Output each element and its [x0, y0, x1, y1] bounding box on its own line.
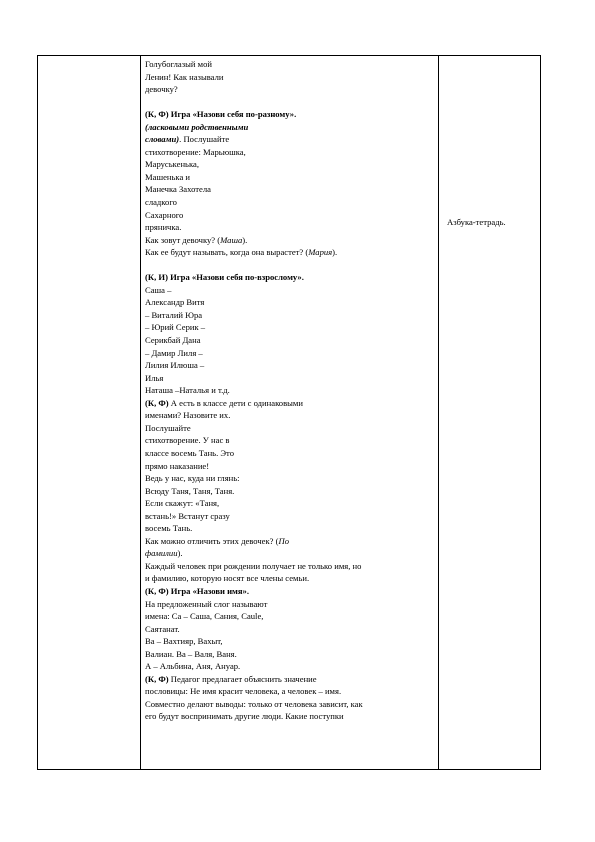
- text-segment: словами): [145, 134, 180, 145]
- text-line: [145, 572, 437, 585]
- table-top-border: [37, 55, 541, 56]
- text-line: [145, 121, 437, 134]
- text-segment: Ленин! Как называли: [145, 71, 224, 82]
- text-segment: – Юрий Серик –: [145, 322, 206, 333]
- text-line: [145, 522, 437, 535]
- text-segment: Голубоглазый мой: [145, 59, 212, 69]
- text-segment: стихотворение. У нас в: [145, 435, 230, 446]
- text-line: [145, 196, 437, 209]
- text-segment: Наташа –Наталья и т.д.: [145, 385, 230, 396]
- text-line: [145, 685, 437, 698]
- blank-line: [145, 96, 437, 109]
- text-line: [145, 108, 437, 121]
- text-line: [145, 221, 437, 234]
- text-line: [145, 309, 437, 322]
- text-segment: Каждый человек при рождении получает не только имя, но: [145, 560, 362, 571]
- text-segment: Саша –: [145, 284, 172, 295]
- text-line: [145, 635, 437, 648]
- text-line: [145, 447, 437, 460]
- text-segment: – Дамир Лиля –: [145, 347, 203, 358]
- text-segment: встань!» Встанут сразу: [145, 510, 230, 521]
- text-segment: (К, Ф): [145, 673, 171, 684]
- text-segment: (ласковыми родственными: [145, 121, 249, 132]
- text-segment: Маша: [220, 234, 243, 245]
- text-line: [145, 698, 437, 711]
- text-line: [145, 397, 437, 410]
- lesson-content-cell: [145, 58, 437, 723]
- text-line: [145, 535, 437, 548]
- text-segment: Как ее будут называть, когда она вырастет? (: [145, 247, 309, 258]
- text-segment: Если скажут: «Таня,: [145, 498, 220, 509]
- text-segment: А – Альбина, Аня, Ануар.: [145, 661, 241, 672]
- text-line: [145, 271, 437, 284]
- text-segment: ).: [332, 247, 338, 258]
- text-segment: Послушайте: [145, 422, 191, 433]
- table-left-border: [37, 55, 38, 770]
- text-line: [145, 585, 437, 598]
- text-line: [145, 183, 437, 196]
- text-line: [145, 83, 437, 96]
- text-line: [145, 673, 437, 686]
- text-line: [145, 623, 437, 636]
- text-line: [145, 171, 437, 184]
- text-line: [145, 460, 437, 473]
- text-line: [145, 58, 437, 71]
- text-segment: Педагог предлагает объяснить значение: [170, 673, 317, 684]
- text-segment: и фамилию, которую носят все члены семьи.: [145, 573, 310, 584]
- text-line: [145, 296, 437, 309]
- text-line: [145, 610, 437, 623]
- text-segment: фамилии: [145, 548, 178, 559]
- text-line: [145, 347, 437, 360]
- text-segment: (К, И) Игра «Назови себя по-взрослому».: [145, 272, 304, 283]
- text-segment: Илья: [145, 372, 164, 383]
- text-segment: девочку?: [145, 84, 178, 95]
- text-segment: Сахарного: [145, 209, 184, 220]
- text-segment: пряничка.: [145, 222, 182, 233]
- text-line: [145, 146, 437, 159]
- blank-line: [145, 259, 437, 272]
- text-line: [145, 485, 437, 498]
- text-segment: классе восемь Тань. Это: [145, 447, 235, 458]
- text-line: [145, 434, 437, 447]
- text-line: [145, 422, 437, 435]
- text-segment: (К, Ф) Игра «Назови имя».: [145, 585, 249, 596]
- text-line: [145, 372, 437, 385]
- text-segment: Валиан. Ва – Валя, Ваня.: [145, 648, 237, 659]
- text-segment: прямо наказание!: [145, 460, 210, 471]
- text-line: [145, 71, 437, 84]
- text-segment: Мария: [308, 247, 333, 258]
- text-segment: Лилия Илюша –: [145, 360, 205, 371]
- text-line: [145, 209, 437, 222]
- text-segment: восемь Тань.: [145, 523, 193, 534]
- text-segment: Ва – Вахтияр, Вахыт,: [145, 636, 223, 647]
- text-segment: Маруськенька,: [145, 159, 199, 170]
- text-segment: Серикбай Дана: [145, 335, 201, 346]
- text-segment: стихотворение: Марьюшка,: [145, 146, 246, 157]
- text-segment: Ведь у нас, куда ни глянь:: [145, 473, 240, 484]
- text-segment: Совместно делают выводы: только от человека зависит, как: [145, 698, 363, 709]
- text-segment: (К, Ф) Игра «Назови себя по-разному».: [145, 109, 297, 120]
- text-line: [145, 598, 437, 611]
- text-segment: Как можно отличить этих девочек? (: [145, 535, 279, 546]
- text-segment: На предложенный слог называют: [145, 598, 268, 609]
- text-line: [145, 497, 437, 510]
- text-segment: Манечка Захотела: [145, 184, 211, 195]
- text-segment: Как зовут девочку? (: [145, 234, 221, 245]
- text-line: [145, 547, 437, 560]
- text-line: [145, 234, 437, 247]
- resources-cell: Азбука-тетрадь.: [447, 217, 506, 227]
- text-segment: имена: Са – Саша, Сания, Саule,: [145, 611, 264, 622]
- text-segment: Александр Витя: [145, 297, 205, 308]
- text-line: [145, 359, 437, 372]
- text-line: [145, 560, 437, 573]
- text-segment: пословицы: Не имя красит человека, а человек – имя.: [145, 686, 342, 697]
- text-segment: (К, Ф): [145, 397, 171, 408]
- table-divider-1: [140, 55, 141, 770]
- text-line: [145, 334, 437, 347]
- text-line: [145, 133, 437, 146]
- text-segment: По: [278, 535, 290, 546]
- text-line: [145, 409, 437, 422]
- text-line: [145, 660, 437, 673]
- text-line: [145, 158, 437, 171]
- text-segment: ).: [177, 548, 183, 559]
- text-segment: – Виталий Юра: [145, 309, 203, 320]
- table-right-border: [540, 55, 541, 770]
- text-segment: Машенька и: [145, 171, 191, 182]
- text-line: [145, 321, 437, 334]
- table-divider-2: [438, 55, 439, 770]
- text-line: [145, 472, 437, 485]
- text-line: [145, 246, 437, 259]
- text-segment: его будут воспринимать другие люди. Какие поступки: [145, 711, 344, 722]
- text-line: [145, 648, 437, 661]
- text-segment: Всюду Таня, Таня, Таня.: [145, 485, 235, 496]
- text-segment: . Послушайте: [179, 134, 230, 145]
- text-line: [145, 284, 437, 297]
- text-segment: сладкого: [145, 197, 177, 208]
- text-segment: именами? Назовите их.: [145, 410, 231, 421]
- text-line: [145, 384, 437, 397]
- text-line: [145, 510, 437, 523]
- text-segment: А есть в классе дети с одинаковыми: [170, 397, 303, 408]
- text-line: [145, 710, 437, 723]
- text-segment: ).: [242, 234, 248, 245]
- table-bottom-border: [37, 769, 541, 770]
- text-segment: Саятанат.: [145, 623, 180, 634]
